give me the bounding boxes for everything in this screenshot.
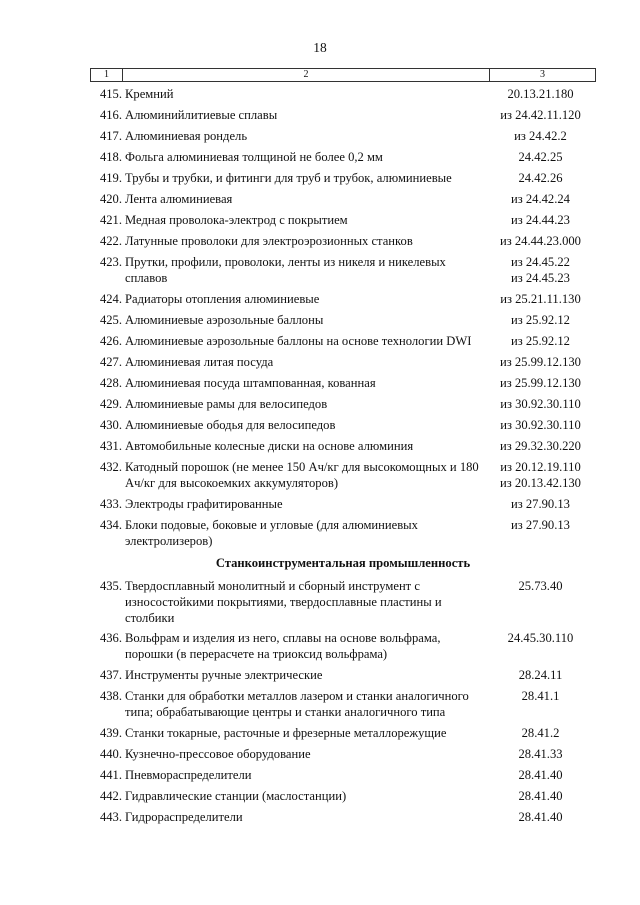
okpd-code <box>485 517 596 533</box>
okpd-code <box>485 128 596 144</box>
row-number: 425. <box>99 313 122 327</box>
okpd-code-line: из 25.99.12.130 <box>500 355 581 369</box>
product-name: Кузнечно-прессовое оборудование <box>125 747 311 761</box>
product-name: Инструменты ручные электрические <box>125 668 323 682</box>
okpd-code-line: из 25.21.11.130 <box>500 292 581 306</box>
okpd-code <box>485 459 596 491</box>
page-number: 18 <box>313 40 327 55</box>
okpd-code <box>485 354 596 370</box>
product-name: Прутки, профили, проволоки, ленты из никеля и никелевых сплавов <box>125 255 446 285</box>
okpd-code-line: из 25.92.12 <box>511 334 570 348</box>
product-name: Трубы и трубки, и фитинги для труб и трубок, алюминиевые <box>125 171 452 185</box>
okpd-code <box>485 191 596 207</box>
product-name: Алюминиевые аэрозольные баллоны на основе технологии DWI <box>125 334 472 348</box>
header-col-number: 1 <box>91 69 123 81</box>
row-number: 436. <box>99 631 122 645</box>
row-number: 415. <box>99 87 122 101</box>
okpd-code-line: из 20.13.42.130 <box>500 476 581 490</box>
product-name: Фольга алюминиевая толщиной не более 0,2 мм <box>125 150 383 164</box>
table-header <box>90 68 596 82</box>
okpd-code-line: из 24.42.24 <box>511 192 570 206</box>
row-number: 420. <box>99 192 122 206</box>
okpd-code <box>485 86 596 102</box>
okpd-code <box>485 630 596 646</box>
row-number: 427. <box>99 355 122 369</box>
okpd-code-line: 28.41.33 <box>518 747 563 761</box>
product-name: Алюминийлитиевые сплавы <box>125 108 278 122</box>
okpd-code-line: из 25.92.12 <box>511 313 570 327</box>
okpd-code <box>485 312 596 328</box>
row-number: 429. <box>99 397 122 411</box>
product-name: Алюминиевая рондель <box>125 129 248 143</box>
okpd-code <box>485 667 596 683</box>
product-name: Кремний <box>125 87 174 101</box>
okpd-code-line: из 27.90.13 <box>511 518 570 532</box>
okpd-code <box>485 788 596 804</box>
okpd-code-line: из 27.90.13 <box>511 497 570 511</box>
product-name: Алюминиевые рамы для велосипедов <box>125 397 328 411</box>
okpd-code <box>485 578 596 594</box>
okpd-code-line: из 24.44.23 <box>511 213 570 227</box>
product-name: Твердосплавный монолитный и сборный инструмент с износостойкими покрытиями, твердосплавные пластины и столбики <box>125 579 442 625</box>
row-number: 426. <box>99 334 122 348</box>
product-name: Лента алюминиевая <box>125 192 233 206</box>
row-number: 442. <box>99 789 122 803</box>
okpd-code-line: из 20.12.19.110 <box>500 460 581 474</box>
okpd-code <box>485 496 596 512</box>
okpd-code-line: из 30.92.30.110 <box>500 397 581 411</box>
row-number: 424. <box>99 292 122 306</box>
okpd-code <box>485 746 596 762</box>
okpd-code-line: из 24.45.22 <box>511 255 570 269</box>
okpd-code <box>485 809 596 825</box>
okpd-code-line: из 24.42.2 <box>514 129 567 143</box>
okpd-code-line: 28.41.40 <box>518 768 563 782</box>
okpd-code-line: 24.42.25 <box>518 150 563 164</box>
product-name: Катодный порошок (не менее 150 Ач/кг для высокомощных и 180 Ач/кг для высокоемких аккумуляторов) <box>125 460 479 490</box>
row-number: 422. <box>99 234 122 248</box>
okpd-code-line: из 24.44.23.000 <box>500 234 581 248</box>
okpd-code-line: 28.41.40 <box>518 810 563 824</box>
okpd-code <box>485 170 596 186</box>
okpd-code <box>485 438 596 454</box>
row-number: 431. <box>99 439 122 453</box>
product-name: Медная проволока-электрод с покрытием <box>125 213 348 227</box>
okpd-code-line: 28.41.1 <box>521 689 560 703</box>
row-number: 443. <box>99 810 122 824</box>
row-number: 423. <box>99 255 122 269</box>
row-number: 433. <box>99 497 122 511</box>
row-number: 440. <box>99 747 122 761</box>
header-col-code: 3 <box>540 69 545 80</box>
okpd-code <box>485 233 596 249</box>
product-name: Автомобильные колесные диски на основе алюминия <box>125 439 414 453</box>
okpd-code <box>485 212 596 228</box>
row-number: 418. <box>99 150 122 164</box>
product-name: Электроды графитированные <box>125 497 283 511</box>
okpd-code <box>485 291 596 307</box>
okpd-code <box>485 767 596 783</box>
product-name: Станки токарные, расточные и фрезерные металлорежущие <box>125 726 447 740</box>
product-name: Гидрораспределители <box>125 810 243 824</box>
okpd-code <box>485 396 596 412</box>
row-number: 441. <box>99 768 122 782</box>
product-name: Алюминиевая посуда штампованная, кованная <box>125 376 376 390</box>
okpd-code <box>485 417 596 433</box>
row-number: 417. <box>99 129 122 143</box>
okpd-code-line: 28.41.2 <box>521 726 560 740</box>
okpd-code-line: 25.73.40 <box>518 579 563 593</box>
okpd-code <box>485 725 596 741</box>
header-col-name: 2 <box>123 69 490 81</box>
okpd-code <box>485 107 596 123</box>
okpd-code-line: из 24.45.23 <box>511 271 570 285</box>
okpd-code-line: 24.45.30.110 <box>507 631 574 645</box>
row-number: 439. <box>99 726 122 740</box>
product-name: Пневмораспределители <box>125 768 252 782</box>
row-number: 434. <box>99 518 122 532</box>
row-number: 438. <box>99 689 122 703</box>
product-name: Блоки подовые, боковые и угловые (для алюминиевых электролизеров) <box>125 518 418 548</box>
okpd-code-line: 28.41.40 <box>518 789 563 803</box>
okpd-code-line: из 30.92.30.110 <box>500 418 581 432</box>
row-number: 437. <box>99 668 122 682</box>
row-number: 432. <box>99 460 122 474</box>
okpd-code-line: из 24.42.11.120 <box>500 108 581 122</box>
product-name: Станки для обработки металлов лазером и станки аналогичного типа; обрабатывающие центры и станки аналогичного типа <box>125 689 469 719</box>
okpd-code <box>485 333 596 349</box>
product-name: Алюминиевая литая посуда <box>125 355 274 369</box>
row-number: 421. <box>99 213 122 227</box>
okpd-code-line: 20.13.21.180 <box>507 87 574 101</box>
okpd-code <box>485 688 596 704</box>
okpd-code <box>485 254 596 286</box>
product-name: Алюминиевые аэрозольные баллоны <box>125 313 324 327</box>
product-name: Гидравлические станции (маслостанции) <box>125 789 347 803</box>
product-name: Радиаторы отопления алюминиевые <box>125 292 320 306</box>
okpd-code-line: 24.42.26 <box>518 171 563 185</box>
row-number: 419. <box>99 171 122 185</box>
row-number: 416. <box>99 108 122 122</box>
row-number: 428. <box>99 376 122 390</box>
okpd-code <box>485 149 596 165</box>
product-name: Вольфрам и изделия из него, сплавы на основе вольфрама, порошки (в перерасчете на триоксид вольфрама) <box>125 631 441 661</box>
okpd-code-line: из 29.32.30.220 <box>500 439 581 453</box>
row-number: 430. <box>99 418 122 432</box>
row-number: 435. <box>99 579 122 593</box>
okpd-code-line: из 25.99.12.130 <box>500 376 581 390</box>
product-name: Алюминиевые ободья для велосипедов <box>125 418 336 432</box>
product-name: Латунные проволоки для электроэрозионных станков <box>125 234 413 248</box>
okpd-code <box>485 375 596 391</box>
section-title: Станкоинструментальная промышленность <box>215 556 471 570</box>
okpd-code-line: 28.24.11 <box>518 668 563 682</box>
